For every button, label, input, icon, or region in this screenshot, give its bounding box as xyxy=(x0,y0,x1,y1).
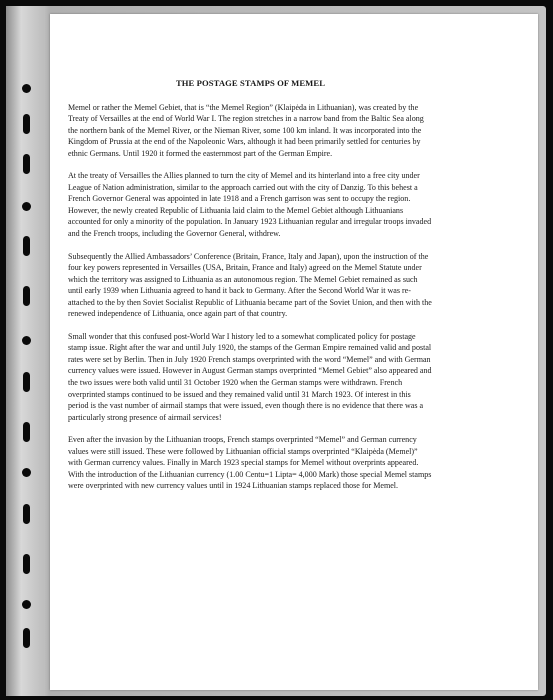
document-body xyxy=(68,64,433,503)
paragraph: At the treaty of Versailles the Allies planned to turn the city of Memel and its hinterland into a free city under League of Nation administration, similar to the approach carried out with the city of Danzig. To this behest a French Governor General was appointed in late 1918 and a French garrison was sent to occupy the region. However, the newly created Republic of Lithuania laid claim to the Memel Gebiet although Lithuanians accounted for only a minority of the population. In January 1923 Lithuanian regular and irregular troops invaded and the French troops, including the Governor General, withdrew. xyxy=(68,171,432,239)
paragraph: Even after the invasion by the Lithuanian troops, French stamps overprinted “Memel” and German currency values were still issued. These were followed by Lithuanian official stamps overprinted “Klaipėda (Memel)” with German currency values. Finally in March 1923 special stamps for Memel without overprints appeared. With the introduction of the Lithuanian currency (1.00 Centu=1 Lipta= 4,000 Mark) those special Memel stamps were overprinted with new currency values until in 1924 Lithuanian stamps replaced those for Memel. xyxy=(68,435,432,491)
punch-hole xyxy=(22,202,31,211)
punch-hole xyxy=(22,600,31,609)
paragraph: Subsequently the Allied Ambassadors’ Conference (Britain, France, Italy and Japan), upon the instruction of the four key powers represented in Versailles (USA, Britain, France and Italy) agreed on the Memel Statute under which the territory was assigned to Lithuania as an autonomous region. The Memel Gebiet remained as such until early 1939 when Lithuania agreed to hand it back to Germany. After the Second World War it was re-attached to the by then Soviet Socialist Republic of Lithuania became part of the Soviet Union, and then with the renewed independence of Lithuania, once again part of that country. xyxy=(68,251,432,319)
punch-hole xyxy=(23,114,30,134)
punch-hole xyxy=(23,236,30,256)
paragraph: Small wonder that this confused post-World War I history led to a somewhat complicated policy for postage stamp issue. Right after the war and until July 1920, the stamps of the German Empire remained valid and postal rates were set by Berlin. Then in July 1920 French stamps overprinted with the word “Memel” and with German currency values were issued. However in August German stamps overprinted “Memel Gebiet” also appeared and the two issues were both valid until 31 October 1920 when the German stamps were withdrawn. French overprinted stamps continued to be issued and they remained valid until 31 March 1923. Of interest in this period is the vast number of airmail stamps that were issued, even though there is no evidence that there was a particularly strong presence of airmail services! xyxy=(68,331,432,422)
document-title: THE POSTAGE STAMPS OF MEMEL xyxy=(175,78,326,88)
paragraph: Memel or rather the Memel Gebiet, that is “the Memel Region” (Klaipėda in Lithuanian), was created by the Treaty of Versailles at the end of World War I. The region stretches in a narrow band from the Baltic Sea along the northern bank of the Memel River, or the Nieman River, some 100 km inland. It was incorporated into the Kingdom of Prussia at the end of the Napoleonic Wars, although it had been primarily settled for centuries by ethnic Germans. Until 1920 it formed the easternmost part of the German Empire. xyxy=(68,102,424,158)
punch-hole xyxy=(22,468,31,477)
punch-hole xyxy=(23,372,30,392)
punch-hole xyxy=(22,336,31,345)
punch-hole xyxy=(23,422,30,442)
punch-hole xyxy=(23,154,30,174)
binder-punch-strip xyxy=(6,6,44,696)
punch-hole xyxy=(23,628,30,648)
punch-hole xyxy=(22,84,31,93)
punch-hole xyxy=(23,504,30,524)
punch-hole xyxy=(23,554,30,574)
punch-hole xyxy=(23,286,30,306)
